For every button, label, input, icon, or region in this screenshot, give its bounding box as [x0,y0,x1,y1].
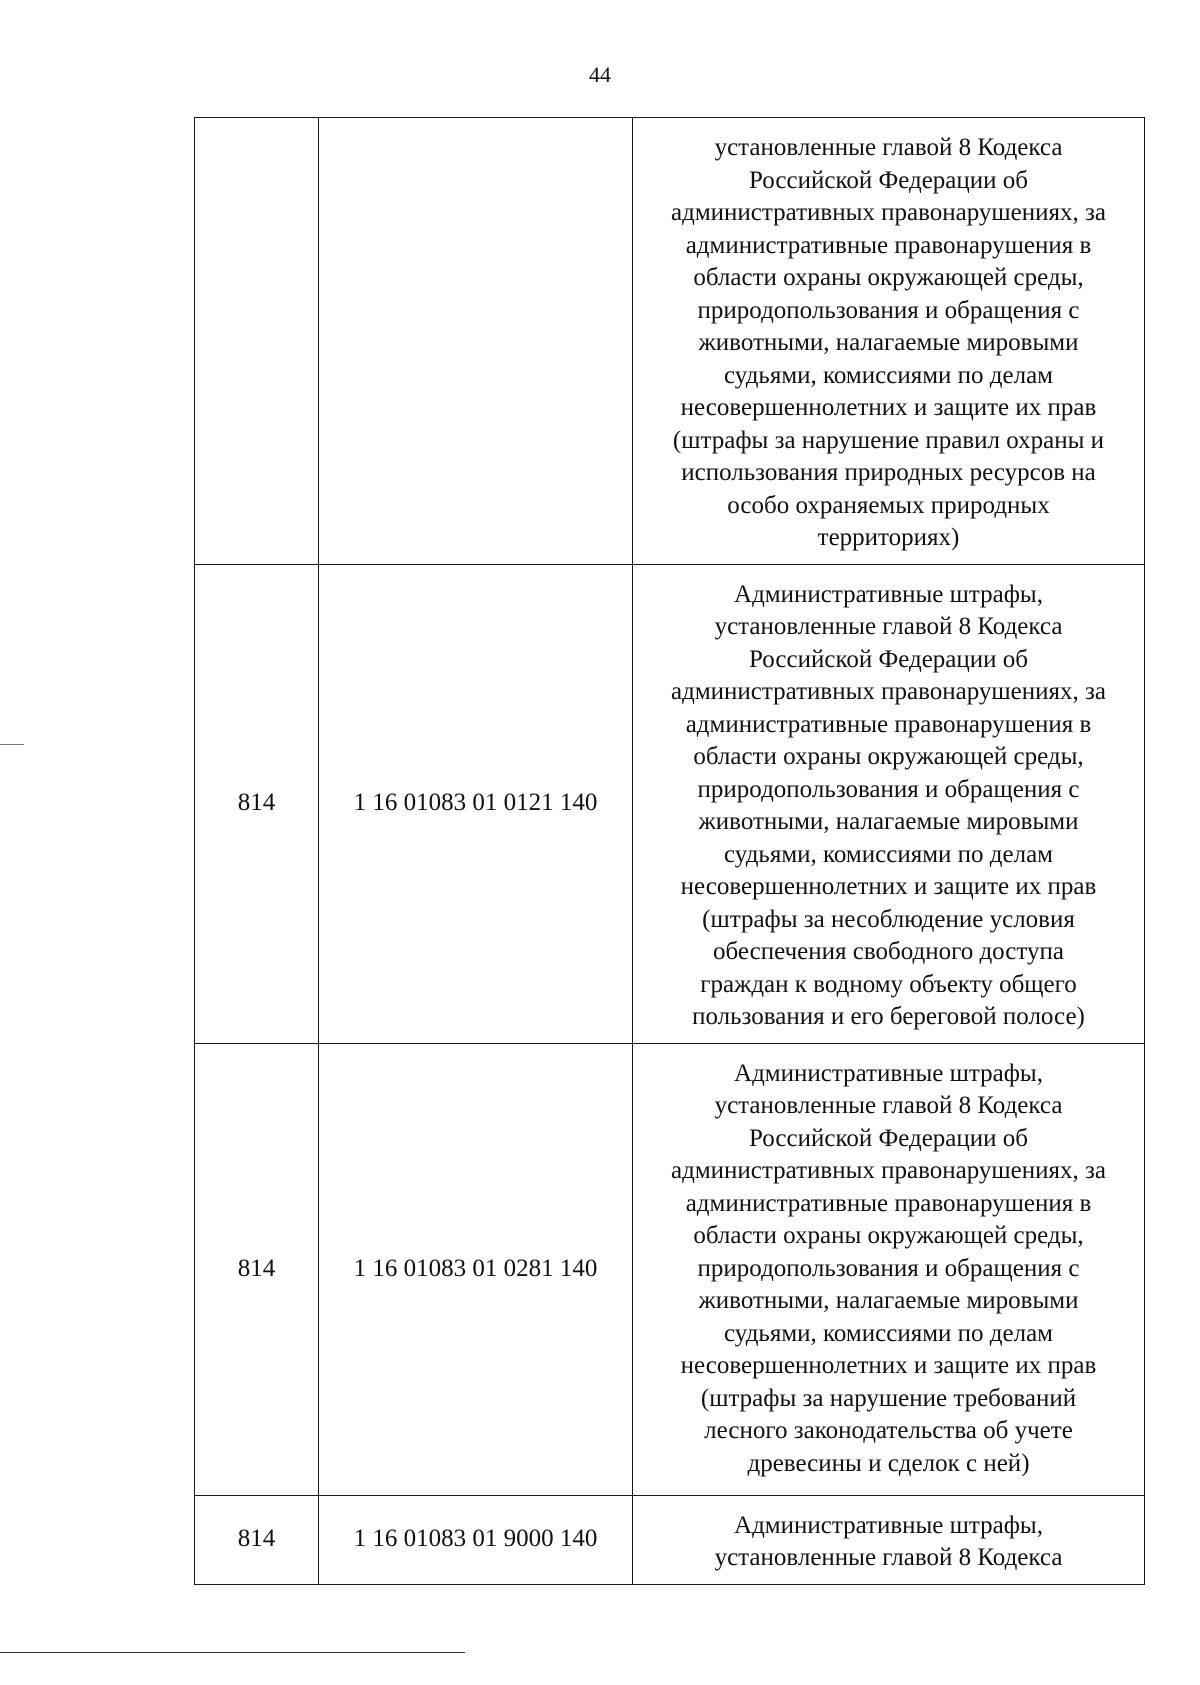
footer-rule [0,1652,465,1653]
page-number: 44 [589,62,611,87]
revenue-name-line: граждан к водному объекту общего [700,970,1077,998]
revenue-name-line: области охраны окружающей среды, [693,1222,1084,1249]
kbk-code-cell: 1 16 01083 01 9000 140 [319,1495,633,1584]
revenue-name-line: (штрафы за несоблюдение условия [702,905,1075,933]
revenue-name-cell [633,564,1145,1043]
revenue-name-line: Российской Федерации об [749,166,1028,194]
revenue-name-line: установленные главой 8 Кодекса [714,134,1063,161]
revenue-name-line: использования природных ресурсов на [681,459,1096,486]
revenue-name-line: животными, налагаемые мировыми [698,1287,1079,1314]
revenue-name-line: установленные главой 8 Кодекса [714,1544,1063,1571]
revenue-name-line: обеспечения свободного доступа [713,938,1064,965]
revenue-name-line: несовершеннолетних и защите их прав [680,1352,1097,1379]
revenue-name-line: области охраны окружающей среды, [693,743,1084,770]
revenue-name-line: природопользования и обращения с [697,296,1080,324]
kbk-code-cell: 1 16 01083 01 0281 140 [319,1043,633,1495]
revenue-name-line: Административные штрафы, [734,1059,1043,1087]
revenue-name-line: животными, налагаемые мировыми [698,329,1079,356]
budget-classification-table [194,117,1145,1585]
admin-code-cell [195,118,319,565]
margin-mark [0,744,24,745]
revenue-name-line: Российской Федерации об [749,645,1028,673]
admin-code-cell: 814 [195,564,319,1043]
revenue-name-line: несовершеннолетних и защите их прав [680,873,1097,900]
revenue-name-line: (штрафы за нарушение требований [700,1384,1077,1412]
revenue-name-line: административные правонарушения в [685,1189,1092,1217]
revenue-name-line: судьями, комиссиями по делам [724,361,1053,389]
revenue-name-line: административных правонарушениях, за [671,1157,1106,1184]
revenue-name-cell [633,1043,1145,1495]
revenue-name-line: установленные главой 8 Кодекса [714,613,1063,640]
revenue-name-line: установленные главой 8 Кодекса [714,1092,1063,1119]
table-row [195,1495,1145,1584]
table-row [195,1043,1145,1495]
revenue-name-line: несовершеннолетних и защите их прав [680,394,1097,421]
kbk-code-cell: 1 16 01083 01 0121 140 [319,564,633,1043]
table-row [195,118,1145,565]
revenue-name-line: Российской Федерации об [749,1124,1028,1152]
revenue-name-line: природопользования и обращения с [697,1254,1080,1282]
revenue-name-line: административных правонарушениях, за [671,199,1106,226]
revenue-name-line: древесины и сделок с ней) [747,1449,1030,1477]
admin-code-cell: 814 [195,1043,319,1495]
revenue-name-line: территориях) [817,524,960,551]
revenue-name-line: пользования и его береговой полосе) [692,1003,1085,1030]
revenue-name-line: особо охраняемых природных [727,491,1050,519]
revenue-name-line: лесного законодательства об учете [704,1417,1073,1444]
kbk-code-cell [319,118,633,565]
admin-code-cell: 814 [195,1495,319,1584]
revenue-name-line: административных правонарушениях, за [671,678,1106,705]
revenue-name-line: судьями, комиссиями по делам [724,840,1053,868]
revenue-name-line: области охраны окружающей среды, [693,264,1084,291]
revenue-name-line: судьями, комиссиями по делам [724,1319,1053,1347]
revenue-name-cell [633,118,1145,565]
table-row [195,564,1145,1043]
revenue-name-line: животными, налагаемые мировыми [698,808,1079,835]
revenue-name-line: Административные штрафы, [734,1511,1043,1539]
revenue-name-line: административные правонарушения в [685,710,1092,738]
revenue-name-line: административные правонарушения в [685,231,1092,259]
revenue-name-line: (штрафы за нарушение правил охраны и [672,426,1105,454]
revenue-name-line: Административные штрафы, [734,580,1043,608]
revenue-name-cell [633,1495,1145,1584]
revenue-name-line: природопользования и обращения с [697,775,1080,803]
